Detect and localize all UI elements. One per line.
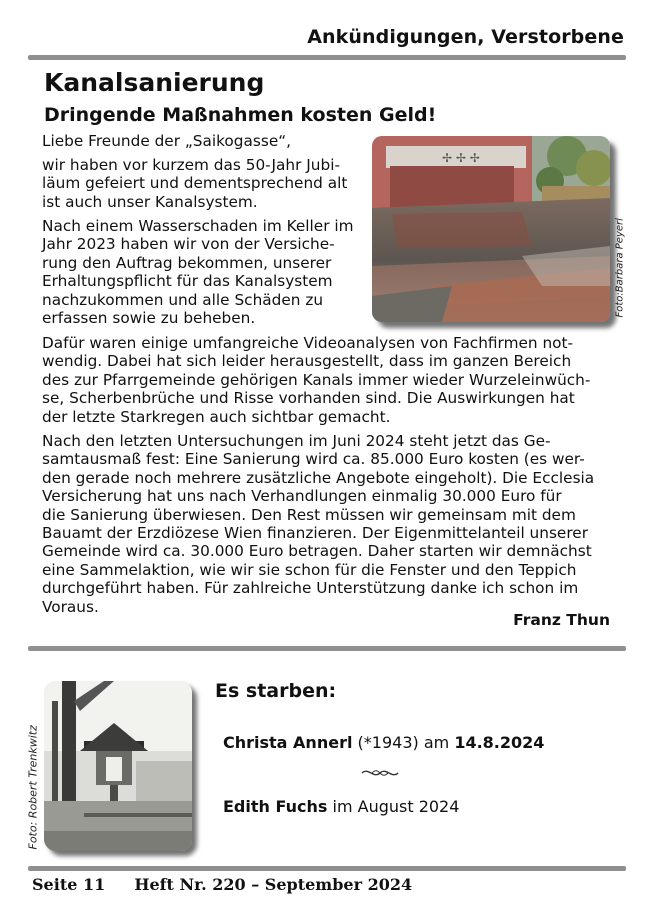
paragraph-3: Dafür waren einige umfangreiche Videoanalysen von Fachfirmen not- wendig. Dabei hat sich leider herausgestellt, dass im ganzen Bereich des zur Pfarrgemeinde gehörigen Kanals immer wieder Wurzeleinwüch- se, Scherbenbrüche und Risse vorhanden sind. Die Auswirkungen hat der letzte Starkregen auch sichtbar gemacht.	[42, 334, 591, 426]
deceased-name: Edith Fuchs	[223, 797, 328, 816]
deaths-heading: Es starben:	[215, 680, 337, 702]
paragraph-4: Nach den letzten Untersuchungen im Juni 2024 steht jetzt das Ge- samtausmaß fest: Eine Sanierung wird ca. 85.000 Euro kosten (es wer- den gerade noch mehrere zusätzliche Angebote eingeholt). Die Ecclesia Versicherung hat uns nach Verhandlungen einmalig 30.000 Euro für die Sanierung überwiesen. Den Rest müssen wir gemeinsam mit dem Bauamt der Erzdiözese Wien finanzieren. Der Eigenmittelanteil unserer Gemeinde wird ca. 30.000 Euro betragen. Daher starten wir demnächst eine Sammelaktion, wie wir sie schon für die Fenster und den Teppich durchgeführt haben. Für zahlreiche Unterstützung danke ich schon im Voraus.	[42, 432, 595, 616]
paragraph-2: Nach einem Wasserschaden im Keller im Jahr 2023 haben wir von der Versiche- rung den Auftrag bekommen, unserer Erhaltungspflicht für das Kanalsystem nachzukommen und alle Schäden zu erfassen sowie zu beheben.	[42, 217, 354, 328]
shrine-photo	[44, 681, 192, 851]
footer-divider	[28, 866, 626, 871]
ornament-divider	[360, 764, 400, 776]
death-entry-2	[223, 797, 459, 816]
section-title: Ankündigungen, Verstorbene	[307, 26, 624, 48]
issue-info: Heft Nr. 220 – September 2024	[134, 875, 413, 894]
page-number: Seite 11	[32, 875, 106, 894]
header-divider	[28, 55, 626, 60]
deceased-name: Christa Annerl	[223, 733, 353, 752]
page-footer	[32, 875, 412, 894]
article-author: Franz Thun	[513, 611, 610, 629]
svg-text:✢ ✢ ✢: ✢ ✢ ✢	[442, 151, 480, 165]
death-date: 14.8.2024	[454, 733, 545, 752]
death-entry-1	[223, 733, 544, 752]
article-title: Kanalsanierung	[44, 68, 265, 97]
article-subtitle: Dringende Maßnahmen kosten Geld!	[44, 104, 437, 126]
photo-credit-1: Foto:Barbara Peyerl	[614, 218, 626, 318]
flood-photo	[372, 136, 610, 322]
section-divider	[28, 646, 626, 651]
paragraph-1: wir haben vor kurzem das 50-Jahr Jubi- läum gefeiert und dementsprechend alt ist auch unser Kanalsystem.	[42, 156, 348, 211]
death-date: im August 2024	[332, 797, 460, 816]
paragraph-greeting: Liebe Freunde der „Saikogasse“,	[42, 132, 292, 150]
deceased-birth: (*1943) am	[357, 733, 450, 752]
photo-credit-2: Foto: Robert Trenkwitz	[26, 725, 40, 850]
